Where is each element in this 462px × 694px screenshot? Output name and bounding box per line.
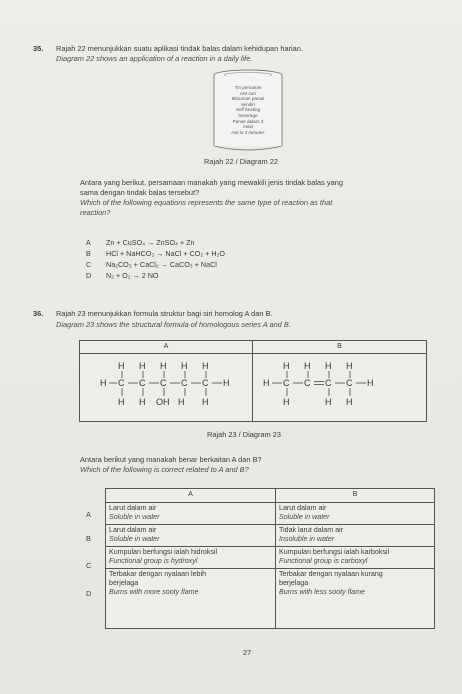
option-c-equation: Na₂CO₃ + CaCl₂ → CaCO₃ + NaCl bbox=[106, 260, 217, 269]
structural-formula-b bbox=[253, 354, 426, 421]
can-label: Self heating bbox=[235, 107, 261, 113]
svg-text:C: C bbox=[283, 378, 290, 388]
svg-text:H: H bbox=[178, 397, 185, 407]
answer-options-table bbox=[105, 488, 435, 629]
svg-text:H: H bbox=[139, 361, 146, 371]
row-d-col-b-malay-2: berjelaga bbox=[279, 579, 309, 587]
question-36-prompt-malay: Antara berikut yang manakah benar berkaitan A dan B? bbox=[80, 455, 262, 464]
row-c-col-a-malay: Kumpulan berfungsi ialah hidroksil bbox=[109, 548, 218, 556]
row-b-col-a-malay: Larut dalam air bbox=[109, 526, 157, 534]
svg-text:C: C bbox=[160, 378, 167, 388]
can-label: Panas dalam 3 bbox=[232, 118, 264, 124]
option-d-letter[interactable]: D bbox=[86, 271, 92, 280]
row-a-letter[interactable]: A bbox=[86, 510, 91, 519]
svg-text:H: H bbox=[223, 378, 230, 388]
svg-text:H: H bbox=[283, 361, 290, 371]
diagram-22-caption: Rajah 22 / Diagram 22 bbox=[204, 157, 278, 166]
can-label: sendiri bbox=[241, 101, 255, 107]
svg-text:H: H bbox=[346, 397, 353, 407]
svg-text:H: H bbox=[202, 361, 209, 371]
row-a-col-b-malay: Larut dalam air bbox=[279, 504, 327, 512]
row-a-col-a-english: Soluble in water bbox=[109, 513, 160, 521]
can-label: Tin pemanas bbox=[234, 85, 262, 90]
diagram-23-header-b: B bbox=[337, 343, 342, 350]
svg-text:H: H bbox=[367, 378, 374, 388]
page-number: 27 bbox=[243, 648, 252, 657]
row-d-col-a-malay: Terbakar dengan nyalaan lebih bbox=[109, 570, 207, 578]
svg-text:C: C bbox=[325, 378, 332, 388]
question-35-malay: Rajah 22 menunjukkan suatu aplikasi tindak balas dalam kehidupan harian. bbox=[56, 44, 303, 53]
row-c-col-a-english: Functional group is hydroxyl bbox=[109, 557, 198, 565]
diagram-23-header-a: A bbox=[80, 341, 253, 353]
svg-text:H: H bbox=[181, 361, 188, 371]
row-b-col-b-english: Insoluble in water bbox=[279, 535, 335, 543]
hot-can-diagram bbox=[204, 68, 292, 152]
svg-text:C: C bbox=[202, 378, 209, 388]
diagram-23-caption: Rajah 23 / Diagram 23 bbox=[207, 430, 281, 439]
svg-text:OH: OH bbox=[156, 397, 170, 407]
answer-row-c[interactable] bbox=[106, 547, 435, 569]
row-b-letter[interactable]: B bbox=[86, 534, 91, 543]
svg-text:H: H bbox=[346, 361, 353, 371]
structural-formula-a bbox=[80, 354, 253, 421]
answer-row-a[interactable] bbox=[106, 503, 435, 525]
option-a-letter[interactable]: A bbox=[86, 238, 91, 247]
answer-row-d[interactable] bbox=[106, 569, 435, 629]
row-b-col-a-english: Soluble in water bbox=[109, 535, 160, 543]
svg-text:H: H bbox=[304, 361, 311, 371]
answer-table-header-b: B bbox=[276, 489, 435, 503]
answer-row-b[interactable] bbox=[106, 525, 435, 547]
svg-text:H: H bbox=[100, 378, 107, 388]
question-36-prompt-en: Which of the following is correct related to A and B? bbox=[80, 465, 249, 474]
question-35-prompt-en-1: Which of the following equations represents the same type of reaction as that bbox=[80, 198, 333, 207]
row-d-col-b-malay: Terbakar dengan nyalaan kurang bbox=[279, 570, 383, 578]
row-c-letter[interactable]: C bbox=[86, 561, 92, 570]
row-b-col-b-malay: Tidak larut dalam air bbox=[279, 526, 343, 534]
svg-text:H: H bbox=[139, 397, 146, 407]
svg-text:H: H bbox=[325, 361, 332, 371]
row-c-col-b-malay: Kumpulan berfungsi ialah karboksil bbox=[279, 548, 390, 556]
can-label-group bbox=[204, 85, 292, 135]
question-35-prompt-malay-2: sama dengan tindak balas tersebut? bbox=[80, 188, 200, 197]
svg-text:H: H bbox=[283, 397, 290, 407]
alcohol-structure-icon bbox=[80, 354, 253, 422]
question-36-english: Diagram 23 shows the structural formula of homologous series A and B. bbox=[56, 320, 291, 329]
question-36-number: 36. bbox=[33, 309, 44, 318]
svg-text:H: H bbox=[202, 397, 209, 407]
answer-table-header-a: A bbox=[106, 489, 276, 503]
svg-text:H: H bbox=[325, 397, 332, 407]
svg-text:C: C bbox=[346, 378, 353, 388]
option-b-equation: HCl + NaHCO₃ → NaCl + CO₂ + H₂O bbox=[106, 249, 225, 258]
question-35-prompt-en-2: reaction? bbox=[80, 208, 111, 217]
row-a-col-b-english: Soluble in water bbox=[279, 513, 330, 521]
question-35-prompt-malay-1: Antara yang berikut, persamaan manakah yang mewakili jenis tindak balas yang bbox=[80, 178, 343, 187]
question-36-malay: Rajah 23 menunjukkan formula struktur bagi siri homolog A dan B. bbox=[56, 309, 273, 318]
svg-text:H: H bbox=[160, 361, 167, 371]
svg-text:H: H bbox=[118, 361, 125, 371]
option-c-letter[interactable]: C bbox=[86, 260, 92, 269]
option-a-equation: Zn + CuSO₄ → ZnSO₄ + Zn bbox=[106, 238, 195, 247]
option-d-equation: N₂ + O₂ → 2 NO bbox=[106, 271, 159, 280]
row-d-letter[interactable]: D bbox=[86, 589, 92, 598]
can-label: Hot in 3 minutes bbox=[231, 129, 265, 135]
row-a-col-a-malay: Larut dalam air bbox=[109, 504, 157, 512]
row-c-col-b-english: Functional group is carboxyl bbox=[279, 557, 368, 565]
row-d-col-a-malay-2: berjelaga bbox=[109, 579, 139, 587]
svg-text:H: H bbox=[118, 397, 125, 407]
svg-text:H: H bbox=[263, 378, 270, 388]
can-label: beverage bbox=[238, 112, 258, 118]
row-d-col-b-english: Burns with less sooty flame bbox=[279, 588, 365, 596]
option-b-letter[interactable]: B bbox=[86, 249, 91, 258]
row-d-col-a-english: Burns with more sooty flame bbox=[109, 588, 199, 596]
can-label: Hot can bbox=[240, 90, 256, 96]
question-35-english: Diagram 22 shows an application of a reaction in a daily life. bbox=[56, 54, 253, 63]
svg-text:C: C bbox=[139, 378, 146, 388]
alkene-structure-icon bbox=[253, 354, 426, 422]
can-label: Minuman panas bbox=[231, 96, 265, 102]
question-35-number: 35. bbox=[33, 44, 44, 53]
svg-text:C: C bbox=[304, 378, 311, 388]
svg-text:C: C bbox=[181, 378, 188, 388]
can-label: minit bbox=[243, 124, 253, 130]
diagram-23-table bbox=[79, 340, 427, 422]
svg-text:C: C bbox=[118, 378, 125, 388]
